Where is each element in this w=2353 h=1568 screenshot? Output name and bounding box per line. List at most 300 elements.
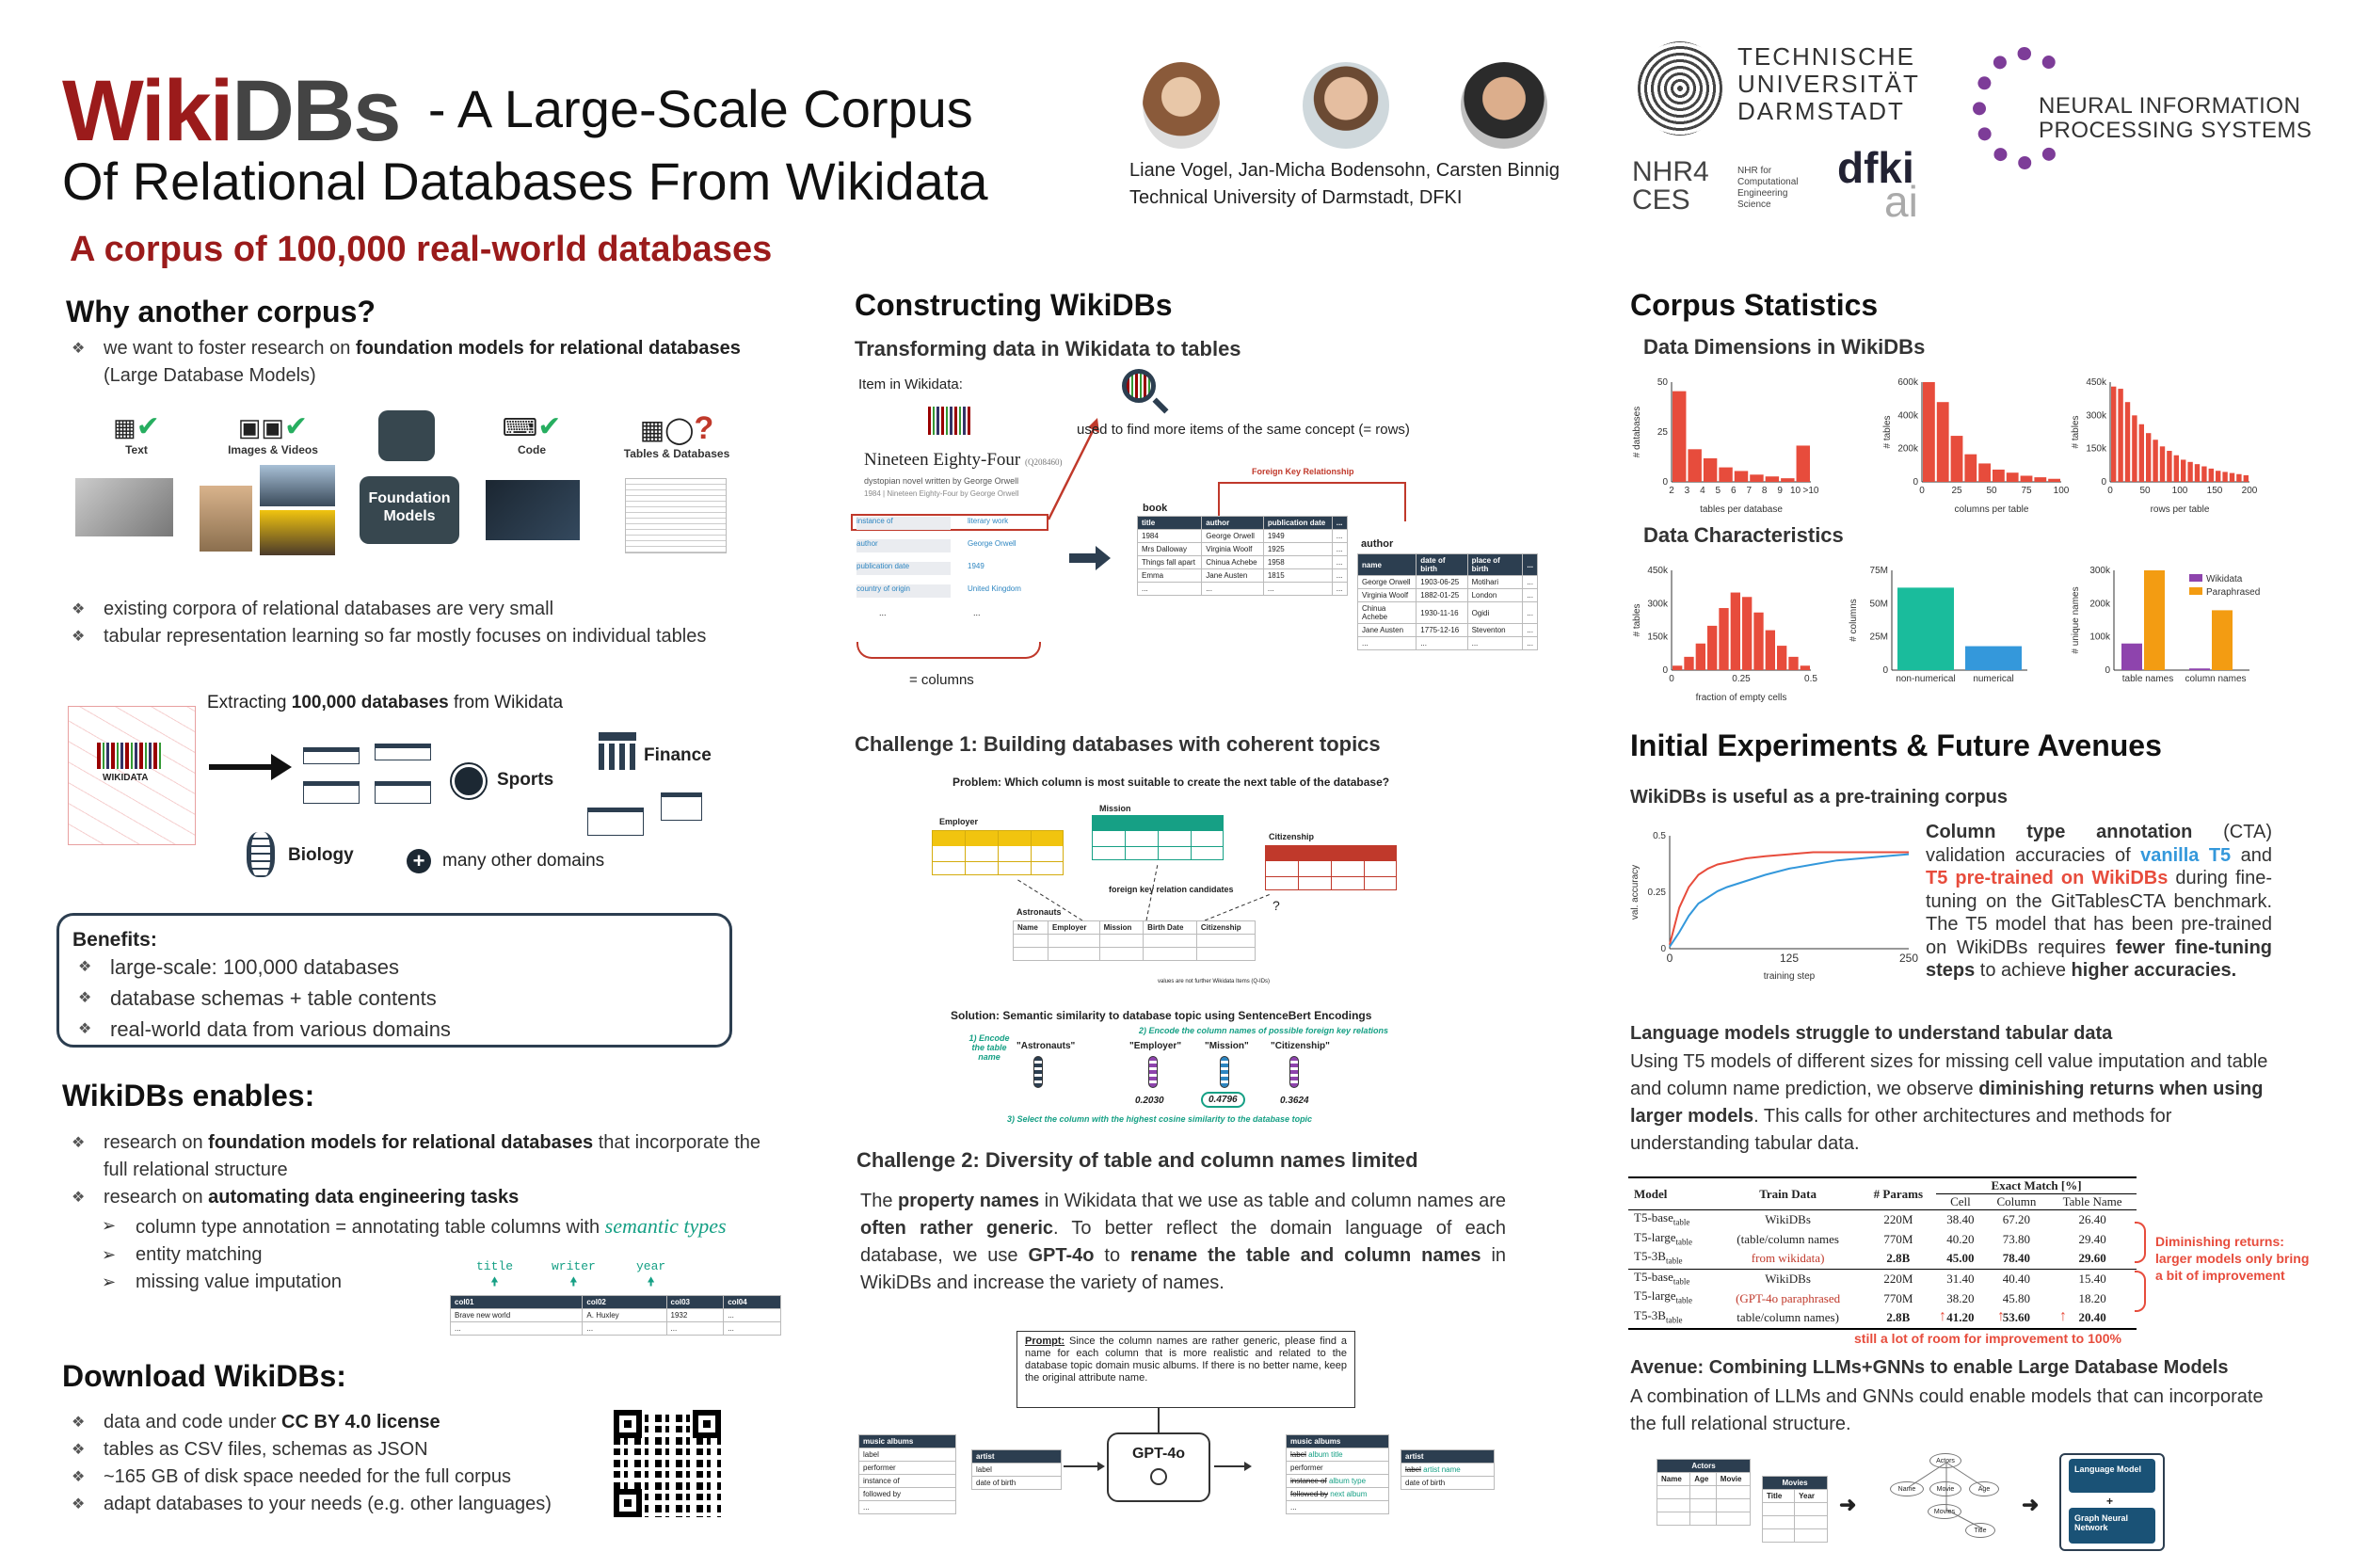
arrow-icon: ➜ (2022, 1493, 2040, 1516)
y-tick-label: 600k (1897, 377, 1918, 388)
download-list (62, 1409, 646, 1518)
y-axis-label: # tables (1882, 415, 1893, 449)
x-tick-label: 125 (1779, 952, 1800, 965)
y-tick-label: 400k (1897, 410, 1918, 422)
bar (2048, 479, 2060, 482)
legend-label: Paraphrased (2206, 587, 2261, 598)
bar (1753, 613, 1763, 670)
why-bullet-3: ❖ tabular representation learning so far mostly focuses on individual tables (62, 623, 777, 650)
right-artist-table: artist label artist name date of birth (1401, 1449, 1495, 1490)
text-icon: ▦✔ Text (113, 411, 160, 456)
y-tick-label: 300k (1647, 599, 1668, 610)
chart-cta-accuracy (1626, 828, 1918, 981)
avatar (1303, 62, 1389, 149)
bar (1750, 474, 1763, 482)
y-tick-label: 25 (1657, 427, 1668, 438)
construct-sub: Transforming data in Wikidata to tables (855, 337, 1241, 360)
bar (1923, 382, 1935, 482)
bar (1696, 644, 1705, 670)
book-table-name: book (1143, 503, 1168, 514)
x-tick-label: 5 (1715, 486, 1721, 496)
bar (2132, 415, 2137, 482)
y-axis-label: # columns (1849, 599, 1859, 642)
bar (2236, 474, 2241, 482)
x-tick-label: non-numerical (1896, 674, 1956, 684)
wikidata-logo: WIKIDATA (103, 773, 149, 783)
enables-list (62, 1129, 787, 1211)
avenue-diagram (1657, 1449, 2278, 1555)
bar (2167, 451, 2171, 482)
series-line (1670, 855, 1909, 947)
x-tick-label: 0 (1919, 486, 1925, 496)
tu-seal (1638, 41, 1722, 136)
bar (1707, 626, 1717, 670)
x-tick-label: >10 (1802, 486, 1819, 496)
right-arrow-head (1096, 546, 1111, 570)
x-tick-label: 200 (2241, 486, 2258, 496)
bar (2118, 389, 2122, 482)
x-tick-label: 0 (1669, 674, 1674, 684)
tbl-label: Citizenship (1269, 832, 1315, 841)
bar (1965, 647, 2022, 670)
score: 0.3624 (1280, 1096, 1309, 1106)
x-tick-label: 9 (1777, 486, 1783, 496)
avatar (1461, 62, 1547, 149)
y-tick-label: 100k (2089, 632, 2110, 643)
download-bullet-2: ❖ tables as CSV files, schemas as JSON (62, 1436, 646, 1464)
x-axis-label: fraction of empty cells (1695, 693, 1787, 702)
bar (1742, 597, 1752, 670)
diminishing-note: Diminishing returns: larger models only bring a bit of improvement (2155, 1234, 2310, 1283)
title-line2: Of Relational Databases From Wikidata (62, 152, 988, 211)
neurips-line2: PROCESSING SYSTEMS (2039, 118, 2313, 143)
bar (2209, 469, 2214, 482)
legend-swatch (2189, 574, 2202, 582)
right-albums-table: music albums label album title performer instance of album type followed by next album ... (1286, 1434, 1389, 1514)
code-icon: ⌨✔ Code (502, 411, 562, 456)
bar (1719, 468, 1732, 482)
x-tick-label: 8 (1761, 486, 1768, 496)
download-bullet-4: ❖ adapt databases to your needs (e.g. other languages) (62, 1491, 646, 1518)
prop-value: literary work (968, 517, 1009, 525)
stats-heading: Corpus Statistics (1630, 288, 1879, 322)
db-schema-icon (299, 744, 440, 815)
exp-sub1: WikiDBs is useful as a pre-training corpus (1630, 787, 2009, 808)
bar (1735, 471, 1748, 482)
x-tick-label: 7 (1746, 486, 1753, 496)
book-alias: 1984 | Nineteen Eighty-Four by George Orwell (864, 489, 1019, 498)
video-photo (260, 510, 335, 555)
x-axis-label: rows per table (2150, 504, 2210, 514)
bar (1897, 587, 1954, 670)
enc-label: "Citizenship" (1271, 1041, 1330, 1051)
x-tick-label: 6 (1730, 486, 1737, 496)
sem-label: title (476, 1259, 514, 1273)
exp-sub2: Language models struggle to understand tabular data (1630, 1023, 2113, 1044)
y-axis-label: # tables (1632, 603, 1642, 637)
neurips-line1: NEURAL INFORMATION (2039, 93, 2301, 119)
bracket-a (2135, 1222, 2146, 1263)
movies-table: Movies Title Year (1762, 1476, 1828, 1543)
x-tick-label: 75 (2021, 486, 2032, 496)
bar (2146, 433, 2151, 482)
bar (1673, 665, 1682, 670)
tu-line3: DARMSTADT (1737, 97, 1905, 125)
plus-sign: + (2106, 1495, 2114, 1508)
ch1-step1: 1) Encode the table name (968, 1033, 1010, 1062)
legend-label: Wikidata (2206, 574, 2243, 584)
magnifier-handle (1153, 398, 1169, 414)
bar (1719, 608, 1728, 670)
y-tick-label: 200k (1897, 443, 1918, 455)
bar (2216, 471, 2220, 482)
why-bullets-a (62, 335, 777, 390)
text-photo (75, 478, 173, 536)
y-tick-label: 300k (2086, 410, 2106, 422)
props-box (851, 514, 1048, 636)
bar (2195, 464, 2200, 482)
prop-value: George Orwell (968, 539, 1016, 548)
x-tick-label: 100 (2171, 486, 2188, 496)
why-bullet-2: ❖ existing corpora of relational databases are very small (62, 596, 777, 623)
bar (2174, 456, 2179, 482)
chart-unique-names (2067, 561, 2293, 702)
x-axis-label: columns per table (1954, 504, 2029, 514)
prop-value: United Kingdom (968, 584, 1021, 593)
gpt-arrows (1064, 1457, 1289, 1476)
foundation-models-box: Foundation Models (360, 476, 459, 544)
bar (2222, 472, 2227, 482)
wikidata-mini-logo (928, 407, 971, 435)
why-heading: Why another corpus? (66, 295, 376, 328)
ch2-paragraph: The property names in Wikidata that we use as table and column names are often rather generic. To better reflect the domain language of each database, we use GPT-4o to rename the table and column names in WikiDBs and increase the variety of names. (860, 1191, 1507, 1293)
authors: Liane Vogel, Jan-Micha Bodensohn, Carsten Binnig (1129, 160, 1560, 181)
tagline: A corpus of 100,000 real-world databases (70, 230, 773, 269)
astronauts-table: Name Employer Mission Birth Date Citizenship (1013, 920, 1256, 961)
x-tick-label: 0.5 (1804, 674, 1817, 684)
bar (2139, 424, 2144, 482)
bar (2160, 446, 2165, 482)
nhr-desc: NHR for Computational Engineering Science (1737, 166, 1799, 210)
modality-icons (75, 410, 772, 570)
chart-tables-per-db (1628, 373, 1854, 514)
book-table: title author publication date ... 1984 George Orwell 1949 ... Mrs Dalloway Virginia Woolf 1925 ... Things fall apart Chinua Achebe 1958 ... Emma Jane Austen 1815 ... ... ... ... ... (1137, 516, 1348, 596)
bar (2201, 467, 2206, 482)
ch1-step2: 2) Encode the column names of possible foreign key relations (1139, 1026, 1389, 1035)
bar (1704, 458, 1717, 482)
domain-biology: Biology (288, 845, 354, 865)
download-heading: Download WikiDBs: (62, 1359, 346, 1393)
table-icon: ▦◯? Tables & Databases (623, 410, 730, 460)
code-screenshot (486, 480, 580, 540)
bar (1788, 657, 1798, 670)
domain-other: many other domains (442, 851, 605, 871)
nhr-name-b: CES (1632, 184, 1690, 216)
item-label: Item in Wikidata: (858, 376, 963, 392)
semantic-labels: title 🠝 writer 🠝 year 🠝 (476, 1259, 666, 1289)
x-tick-label: numerical (1973, 674, 2014, 684)
neurips-logo-text (2039, 94, 2312, 143)
bar (2244, 475, 2249, 482)
bar (2189, 668, 2210, 670)
bar (2007, 472, 2019, 482)
x-tick-label: 0 (1666, 952, 1673, 965)
extract-caption: Extracting 100,000 databases from Wikidata (207, 693, 564, 712)
title-line1: - A Large-Scale Corpus (427, 79, 973, 138)
tu-line1: TECHNISCHE (1737, 42, 1916, 71)
x-tick-label: 250 (1898, 952, 1918, 965)
why-bullet-1: ❖ we want to foster research on foundation models for relational databases (Large Database Models) (62, 335, 777, 390)
bar (2034, 477, 2046, 482)
y-tick-label: 450k (2086, 377, 2106, 388)
x-tick-label: table names (2121, 674, 2174, 684)
book-title: Nineteen Eighty-Four (Q208460) (864, 450, 1063, 470)
volleyball-icon (452, 764, 486, 798)
avenue-paragraph: A combination of LLMs and GNNs could enable models that can incorporate the full relational structure. (1630, 1386, 2264, 1434)
domain-finance: Finance (644, 745, 712, 765)
x-tick-label: 0.25 (1732, 674, 1751, 684)
y-tick-label: 0 (1660, 944, 1666, 954)
bar (1797, 445, 1810, 482)
y-tick-label: 25M (1869, 632, 1888, 643)
bar (2153, 440, 2157, 482)
benefits-box (56, 913, 732, 1048)
y-axis-label: # unique names (2071, 586, 2081, 654)
bar (1978, 463, 1991, 482)
arrow-head (271, 754, 292, 780)
bar (2111, 387, 2116, 482)
y-tick-label: 75M (1869, 566, 1888, 576)
ch1-note: values are not further Wikidata Items (Q-IDs) (1158, 979, 1271, 984)
x-tick-label: 50 (2139, 486, 2151, 496)
bar (1777, 646, 1786, 670)
download-bullet-1: ❖ data and code under CC BY 4.0 license (62, 1409, 646, 1436)
enables-sub-3: ➢ missing value imputation (102, 1269, 817, 1296)
results-table: Model Train Data # Params Exact Match [%] Cell Column Table Name T5-base$_{table}$ WikiDBs 220M 38.40 67.20 26.40 T5-large$_{table}$ (table/column names 770M 40.20 73.80 29.40 $T5-3B_{table}$ from wikidata) 2.8B 45.00 78.40 29.60 T5-base$_{table}$ WikiDBs 220M 31.40 40.40 15.40 T5-large$_{table}$ (GPT-4o paraphrased 770M 38.20 45.80 18.20 $T5-3B_{table}$ table/column names) 2.8B 41.20 53.60 20.40 (1628, 1176, 2137, 1330)
logo-wiki: Wiki (62, 63, 232, 159)
y-tick-label: 50M (1869, 599, 1888, 610)
bar (1964, 455, 1977, 482)
enc-label: "Employer" (1129, 1041, 1182, 1051)
prompt-connector (1158, 1408, 1160, 1432)
tu-logo-text (1737, 43, 1920, 125)
y-tick-label: 300k (2089, 566, 2110, 576)
plus-icon: + (407, 849, 431, 873)
bar (1766, 476, 1779, 482)
affiliation: Technical University of Darmstadt, DFKI (1129, 187, 1463, 208)
fk-candidates: foreign key relation candidates (1109, 885, 1234, 894)
y-axis-label: val. accuracy (1630, 864, 1641, 920)
chart-empty-cells (1628, 561, 1854, 702)
sem-label: writer (552, 1259, 596, 1273)
bank-icon (599, 732, 636, 770)
exp-sub3: Avenue: Combining LLMs+GNNs to enable Large Database Models (1630, 1357, 2229, 1378)
exp-heading: Initial Experiments & Future Avenues (1630, 728, 2162, 762)
x-tick-label: 2 (1669, 486, 1674, 496)
image-photo (200, 486, 252, 552)
stats-dim-heading: Data Dimensions in WikiDBs (1643, 335, 1926, 359)
author-table-name: author (1361, 538, 1394, 550)
robot-icon (369, 410, 444, 486)
arrow-icon: ➜ (1839, 1493, 1857, 1516)
image-icon: ▣▣✔ Images & Videos (228, 411, 318, 456)
prop-name: country of origin (856, 584, 951, 598)
lm-box: Language Model (2069, 1459, 2155, 1493)
enables-sub-1: ➢ column type annotation = annotating table columns with semantic types (102, 1212, 817, 1241)
benefit-item: ❖ large-scale: 100,000 databases (69, 952, 729, 983)
stats-char-heading: Data Characteristics (1643, 523, 1844, 547)
bar (2125, 402, 2130, 482)
lm-paragraph: Using T5 models of different sizes for missing cell value imputation and table and column name prediction, we observe diminishing returns when using larger models. This calls for other architectures and methods for understanding tabular data. (1630, 1051, 2268, 1154)
x-tick-label: 50 (1986, 486, 1997, 496)
why-bullets-b (62, 596, 777, 650)
bar (1937, 402, 1949, 482)
construct-heading: Constructing WikiDBs (855, 288, 1173, 322)
chart-column-types (1845, 561, 2071, 702)
x-tick-label: 100 (2053, 486, 2070, 496)
bar (1684, 657, 1693, 670)
sem-label: year (636, 1259, 666, 1273)
ch2-heading: Challenge 2: Diversity of table and column names limited (856, 1148, 1418, 1172)
graph-node: Actors (1929, 1453, 1961, 1468)
logo-dbs: DBs (232, 63, 400, 159)
y-tick-label: 50 (1657, 377, 1668, 388)
prop-name: publication date (856, 562, 951, 575)
bar (2181, 459, 2185, 482)
ch1-heading: Challenge 1: Building databases with coherent topics (855, 732, 1381, 756)
cta-paragraph: Column type annotation (CTA) validation accuracies of vanilla T5 and T5 pre-trained on WikiDBs during fine-tuning on the GitTablesCTA benchmark. The T5 model that has been pre-trained on WikiDBs requires fewer fine-tuning steps to achieve higher accuracies. (1926, 822, 2273, 981)
bar (1993, 470, 2005, 482)
prop-name: instance of (856, 517, 951, 530)
enables-heading: WikiDBs enables: (62, 1079, 315, 1112)
bar (1801, 665, 1810, 670)
tables-screenshot (625, 478, 727, 553)
ch1-step3: 3) Select the column with the highest cosine similarity to the database topic (1007, 1114, 1313, 1124)
wikidata-graph (68, 706, 196, 845)
tbl-label: Employer (939, 817, 979, 826)
benefits-list (69, 952, 729, 1045)
fk-label: Foreign Key Relationship (1252, 467, 1354, 476)
legend-swatch (2189, 587, 2202, 595)
enables-sub-2: ➢ entity matching (102, 1241, 817, 1269)
dfki-b: ai (1884, 177, 1918, 226)
y-axis-label: # databases (1632, 406, 1642, 458)
question-mark: ? (1273, 898, 1280, 913)
bar (1766, 631, 1775, 670)
y-tick-label: 0.5 (1653, 831, 1666, 841)
y-tick-label: 0 (1913, 477, 1918, 488)
y-tick-label: 0 (2105, 665, 2110, 676)
score: 0.2030 (1135, 1096, 1164, 1106)
bar (2187, 462, 2192, 482)
enc-label: "Astronauts" (1016, 1041, 1076, 1051)
ch1-solution: Solution: Semantic similarity to database topic using SentenceBert Encodings (951, 1009, 1372, 1022)
bar (1781, 478, 1794, 482)
columns-label: = columns (909, 672, 974, 688)
graph-node: Title (1965, 1523, 1995, 1538)
dfki-logo (1837, 143, 1918, 226)
nhr-logo (1632, 158, 1709, 215)
y-tick-label: 200k (2089, 599, 2110, 610)
right-arrow-icon (1069, 553, 1097, 563)
prop-name: author (856, 539, 951, 552)
y-tick-label: 0 (1882, 665, 1888, 676)
gnn-box: Graph Neural Network (2069, 1508, 2155, 1544)
bracket-b (2135, 1271, 2146, 1312)
chart-rows-per-table (2067, 373, 2293, 514)
y-tick-label: 150k (2086, 443, 2106, 455)
x-axis-label: training step (1763, 971, 1816, 981)
book-desc: dystopian novel written by George Orwell (864, 476, 1019, 486)
graph-node: Movies (1928, 1504, 1961, 1519)
arrow-icon (209, 764, 275, 770)
qr-code[interactable] (614, 1410, 721, 1517)
y-tick-label: 0 (1662, 665, 1668, 676)
room-arrows: ↑ ↑ ↑ (1939, 1308, 2067, 1324)
x-tick-label: 3 (1684, 486, 1690, 496)
bar (2144, 570, 2165, 670)
encodings-row (1016, 1039, 1337, 1114)
bar (2230, 473, 2234, 482)
bar (2021, 475, 2033, 482)
y-tick-label: 0 (1662, 477, 1668, 488)
tbl-label: Astronauts (1016, 907, 1062, 917)
prop-value: ... (973, 608, 981, 617)
enc-label: "Mission" (1205, 1041, 1249, 1051)
left-albums-table: music albums label performer instance of followed by ... (858, 1434, 956, 1514)
prop-value: 1949 (968, 562, 984, 570)
magnifier-icon (1122, 369, 1156, 403)
room-note: still a lot of room for improvement to 100% (1854, 1331, 2121, 1346)
x-tick-label: column names (2185, 674, 2247, 684)
bar (2212, 610, 2233, 670)
domain-sports: Sports (497, 770, 554, 790)
brace-columns (856, 642, 1041, 659)
x-axis-label: tables per database (1700, 504, 1783, 514)
left-artist-table: artist label date of birth (971, 1449, 1062, 1490)
score-best: 0.4796 (1201, 1092, 1245, 1108)
x-tick-label: 0 (2107, 486, 2113, 496)
dfki-a: dfki (1837, 143, 1914, 192)
benefit-item: ❖ real-world data from various domains (69, 1014, 729, 1045)
avatar (1143, 62, 1220, 149)
x-tick-label: 4 (1700, 486, 1705, 496)
bar (1951, 436, 1963, 482)
bar (1673, 392, 1686, 482)
x-tick-label: 25 (1951, 486, 1962, 496)
dna-icon (247, 832, 275, 877)
y-tick-label: 150k (1647, 632, 1668, 643)
finance-schema (587, 792, 710, 840)
graph-node: Age (1969, 1481, 1999, 1496)
download-bullet-3: ❖ ~165 GB of disk space needed for the full corpus (62, 1464, 646, 1491)
nhr-name-a: NHR4 (1632, 156, 1709, 187)
enables-bullet-2: ❖ research on automating data engineering tasks (62, 1184, 787, 1211)
tbl-label: Mission (1099, 804, 1131, 813)
actors-table: Actors Name Age Movie (1657, 1459, 1751, 1526)
prop-name: ... (879, 608, 887, 617)
gpt-label: GPT-4o (1131, 1446, 1185, 1462)
bar (1688, 449, 1701, 482)
y-tick-label: 0.25 (1647, 888, 1666, 898)
graph-node: Name (1890, 1481, 1924, 1496)
enables-bullet-1: ❖ research on foundation models for relational databases that incorporate the full relational structure (62, 1129, 787, 1184)
image-photo (260, 465, 335, 506)
bar (2121, 644, 2142, 670)
graph-node: Movie (1929, 1481, 1961, 1496)
ch1-problem: Problem: Which column is most suitable to create the next table of the database? (952, 776, 1390, 789)
cta-example-table: col01 col02 col03 col04 Brave new world A. Huxley 1932 ... ... ... ... ... (450, 1295, 781, 1336)
